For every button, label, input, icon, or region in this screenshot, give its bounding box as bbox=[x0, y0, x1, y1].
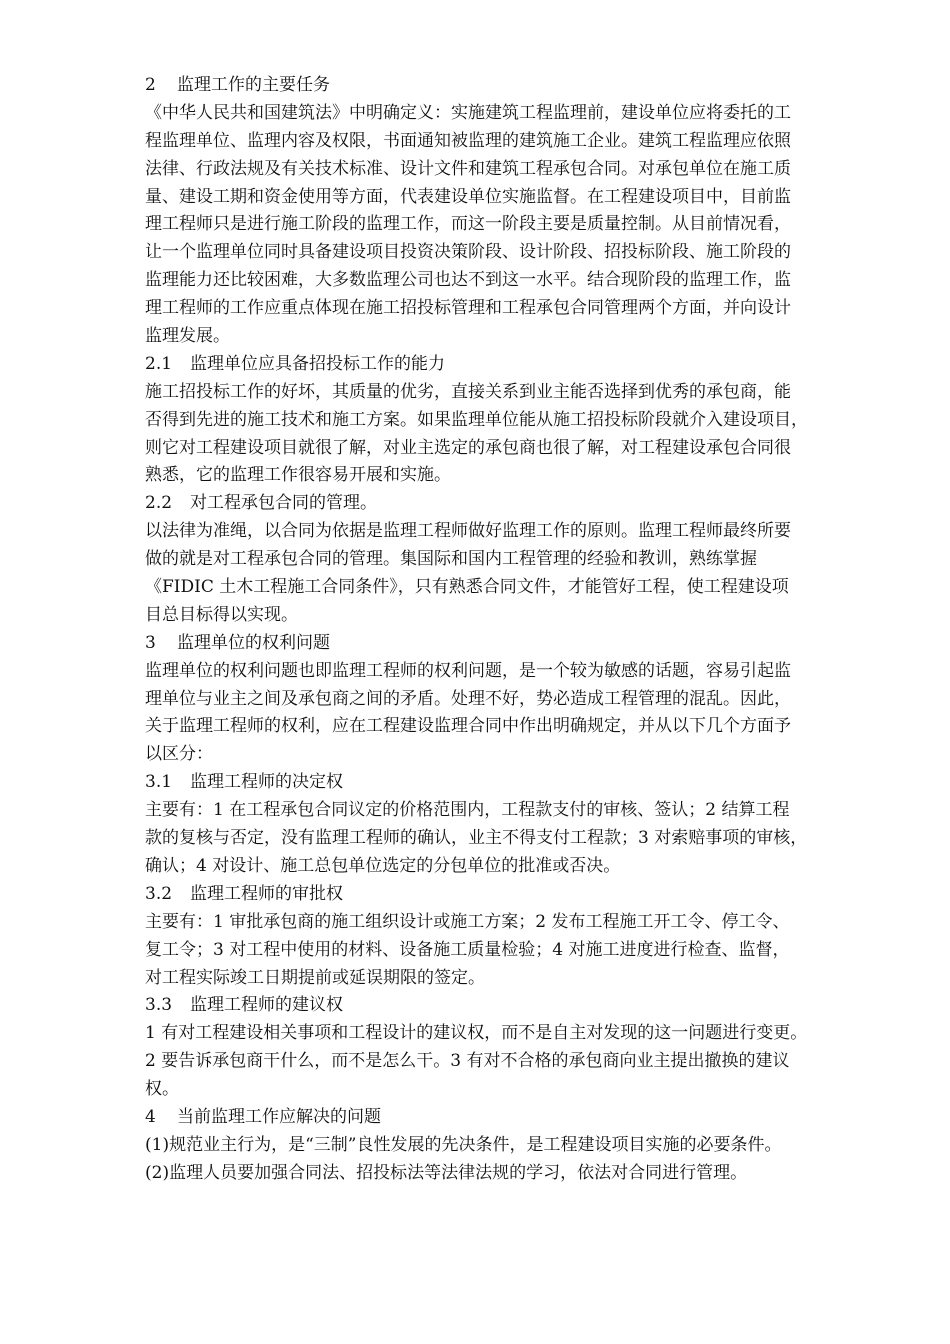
paragraph-line: 理单位与业主之间及承包商之间的矛盾。处理不好，势必造成工程管理的混乱。因此， bbox=[145, 688, 791, 709]
paragraph-line: 主要有：1 在工程承包合同议定的价格范围内，工程款支付的审核、签认；2 结算工程 bbox=[145, 800, 790, 821]
paragraph-line: 对工程实际竣工日期提前或延误期限的签定。 bbox=[145, 967, 485, 988]
paragraph-line: 则它对工程建设项目就很了解，对业主选定的承包商也很了解，对工程建设承包合同很 bbox=[145, 437, 791, 458]
section-title: 监理工作的主要任务 bbox=[177, 75, 330, 95]
section-heading bbox=[145, 490, 890, 518]
paragraph-line: 款的复核与否定，没有监理工程师的确认，业主不得支付工程款；3 对索赔事项的审核， bbox=[145, 828, 808, 849]
section-number: 3.2 bbox=[145, 883, 173, 904]
body-paragraph bbox=[145, 100, 890, 351]
paragraph-line: 复工令；3 对工程中使用的材料、设备施工质量检验；4 对施工进度进行检查、监督， bbox=[145, 939, 790, 960]
section-title: 监理工程师的审批权 bbox=[190, 883, 344, 904]
paragraph-line: 监理发展。 bbox=[145, 326, 230, 347]
paragraph-line: 程监理单位、监理内容及权限，书面通知被监理的建筑施工企业。建筑工程监理应依照 bbox=[145, 130, 791, 151]
section-number: 2.2 bbox=[145, 493, 173, 514]
section-number: 3.3 bbox=[145, 995, 173, 1016]
paragraph-line: 让一个监理单位同时具备建设项目投资决策阶段、设计阶段、招投标阶段、施工阶段的 bbox=[145, 242, 791, 263]
paragraph-line: 主要有：1 审批承包商的施工组织设计或施工方案；2 发布工程施工开工令、停工令、 bbox=[145, 911, 790, 932]
paragraph-line: 2 要告诉承包商干什么，而不是怎么干。3 有对不合格的承包商向业主提出撤换的建议 bbox=[145, 1051, 790, 1072]
paragraph-line: 施工招投标工作的好坏，其质量的优劣，直接关系到业主能否选择到优秀的承包商，能 bbox=[145, 381, 791, 402]
paragraph-line: 法律、行政法规及有关技术标准、设计文件和建筑工程承包合同。对承包单位在施工质 bbox=[145, 158, 791, 179]
paragraph-line: 《FIDIC 土木工程施工合同条件》，只有熟悉合同文件，才能管好工程，使工程建设项 bbox=[145, 577, 789, 598]
section-title: 对工程承包合同的管理。 bbox=[190, 493, 378, 514]
paragraph-line: 目总目标得以实现。 bbox=[145, 604, 298, 625]
section-heading bbox=[145, 351, 890, 379]
paragraph-line: 1 有对工程建设相关事项和工程设计的建议权，而不是自主对发现的这一问题进行变更。 bbox=[145, 1023, 808, 1044]
paragraph-line: (2)监理人员要加强合同法、招投标法等法律法规的学习，依法对合同进行管理。 bbox=[145, 1162, 748, 1183]
paragraph-line: 否得到先进的施工技术和施工方案。如果监理单位能从施工招投标阶段就介入建设项目， bbox=[145, 409, 808, 430]
section-number: 2.1 bbox=[145, 353, 173, 374]
paragraph-line: 《中华人民共和国建筑法》中明确定义：实施建筑工程监理前，建设单位应将委托的工 bbox=[145, 102, 791, 123]
paragraph-line: 关于监理工程师的权利，应在工程建设监理合同中作出明确规定，并从以下几个方面予 bbox=[145, 716, 791, 737]
paragraph-line: 理工程师只是进行施工阶段的监理工作，而这一阶段主要是质量控制。从目前情况看， bbox=[145, 214, 791, 235]
section-title: 监理单位应具备招投标工作的能力 bbox=[190, 353, 446, 374]
paragraph-line: 监理能力还比较困难，大多数监理公司也达不到这一水平。结合现阶段的监理工作，监 bbox=[145, 270, 791, 291]
paragraph-line: 权。 bbox=[145, 1079, 179, 1100]
body-paragraph bbox=[145, 1020, 890, 1104]
section-title: 当前监理工作应解决的问题 bbox=[177, 1106, 381, 1127]
body-paragraph bbox=[145, 909, 890, 993]
section-heading bbox=[145, 1104, 890, 1132]
paragraph-line: 理工程师的工作应重点体现在施工招投标管理和工程承包合同管理两个方面，并向设计 bbox=[145, 298, 791, 319]
section-number: 3 bbox=[145, 632, 156, 653]
body-paragraph bbox=[145, 518, 890, 630]
paragraph-line: (1)规范业主行为，是“三制”良性发展的先决条件，是工程建设项目实施的必要条件。 bbox=[145, 1134, 782, 1155]
section-heading bbox=[145, 72, 890, 100]
paragraph-line: 熟悉，它的监理工作很容易开展和实施。 bbox=[145, 465, 451, 486]
section-title: 监理单位的权利问题 bbox=[177, 632, 330, 653]
section-heading bbox=[145, 769, 890, 797]
section-title: 监理工程师的建议权 bbox=[190, 995, 344, 1016]
paragraph-line: 以区分： bbox=[145, 744, 213, 765]
document-page bbox=[145, 72, 890, 1188]
body-paragraph bbox=[145, 379, 890, 491]
paragraph-line: 确认；4 对设计、施工总包单位选定的分包单位的批准或否决。 bbox=[145, 855, 621, 876]
body-paragraph bbox=[145, 658, 890, 770]
section-number: 4 bbox=[145, 1106, 156, 1127]
paragraph-line: 以法律为准绳，以合同为依据是监理工程师做好监理工作的原则。监理工程师最终所要 bbox=[145, 521, 791, 542]
section-title: 监理工程师的决定权 bbox=[190, 772, 344, 793]
section-heading bbox=[145, 992, 890, 1020]
paragraph-line: 监理单位的权利问题也即监理工程师的权利问题，是一个较为敏感的话题，容易引起监 bbox=[145, 660, 791, 681]
section-number: 3.1 bbox=[145, 772, 173, 793]
body-paragraph bbox=[145, 797, 890, 881]
section-heading bbox=[145, 630, 890, 658]
section-heading bbox=[145, 881, 890, 909]
body-paragraph bbox=[145, 1132, 890, 1188]
paragraph-line: 量、建设工期和资金使用等方面，代表建设单位实施监督。在工程建设项目中，目前监 bbox=[145, 186, 791, 207]
paragraph-line: 做的就是对工程承包合同的管理。集国际和国内工程管理的经验和教训，熟练掌握 bbox=[145, 549, 757, 570]
section-number: 2 bbox=[145, 75, 156, 95]
